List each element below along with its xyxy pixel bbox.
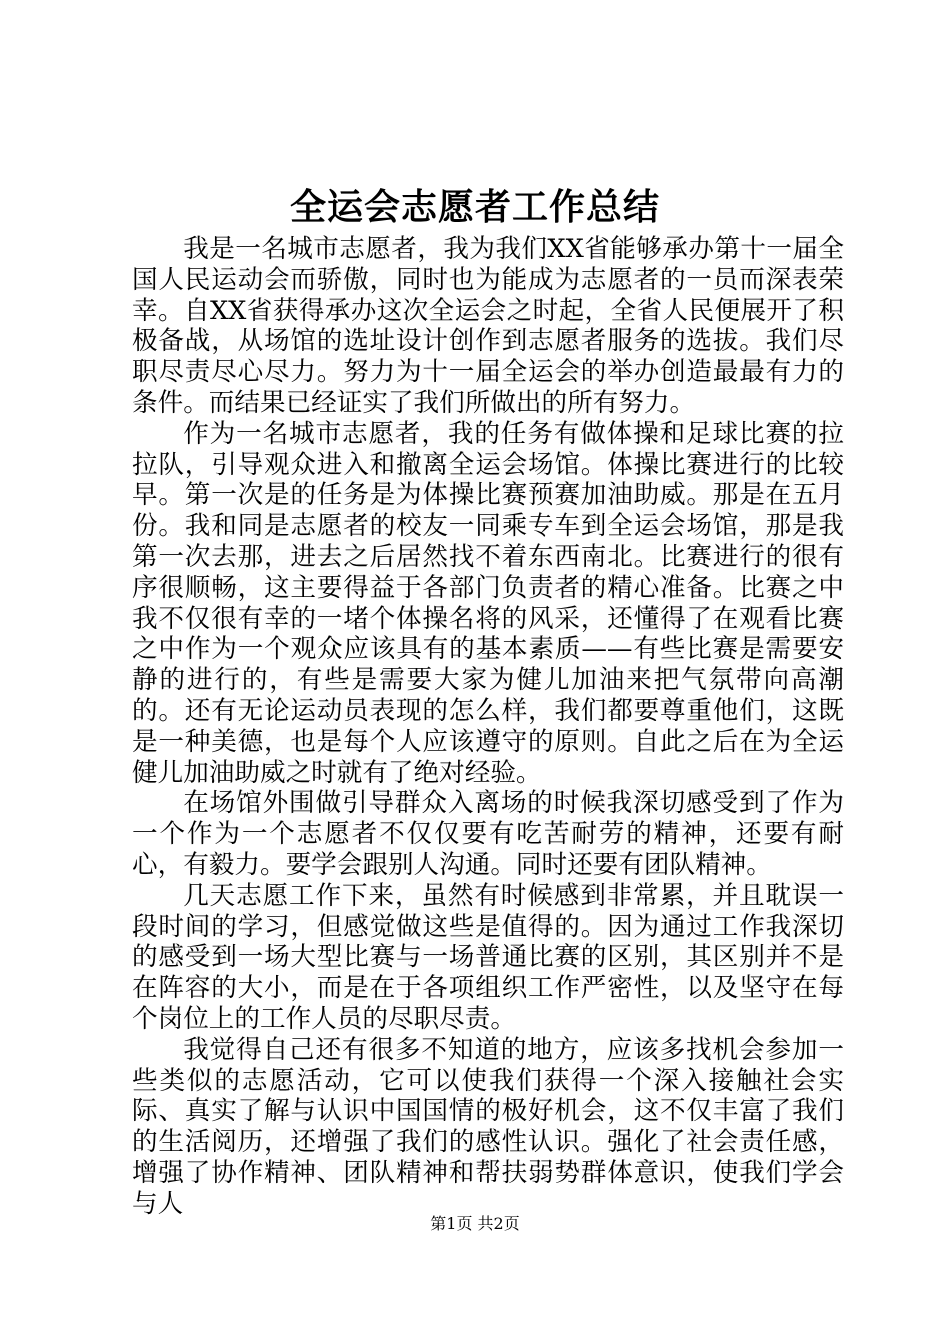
paragraph: 几天志愿工作下来，虽然有时候感到非常累，并且耽误一段时间的学习，但感觉做这些是值得的。因为通过工作我深切的感受到一场大型比赛与一场普通比赛的区别，其区别并不是在阵容的大小，而是在于各项组织工作严密性，以及坚守在每个岗位上的工作人员的尽职尽责。	[132, 880, 844, 1034]
document-title: 全运会志愿者工作总结	[289, 187, 660, 228]
page-number-footer: 第1页 共2页	[430, 1214, 520, 1233]
paragraph: 我觉得自己还有很多不知道的地方，应该多找机会参加一些类似的志愿活动，它可以使我们获得一个深入接触社会实际、真实了解与认识中国国情的极好机会，这不仅丰富了我们的生活阅历，还增强了我们的感性认识。强化了社会责任感，增强了协作精神、团队精神和帮扶弱势群体意识，使我们学会与人	[132, 1034, 844, 1219]
paragraph: 在场馆外围做引导群众入离场的时候我深切感受到了作为一个作为一个志愿者不仅仅要有吃苦耐劳的精神，还要有耐心，有毅力。要学会跟别人沟通。同时还要有团队精神。	[132, 788, 844, 880]
document-body	[132, 234, 844, 1220]
paragraph: 作为一名城市志愿者，我的任务有做体操和足球比赛的拉拉队，引导观众进入和撤离全运会场馆。体操比赛进行的比较早。第一次是的任务是为体操比赛预赛加油助威。那是在五月份。我和同是志愿者的校友一同乘专车到全运会场馆，那是我第一次去那，进去之后居然找不着东西南北。比赛进行的很有序很顺畅，这主要得益于各部门负责者的精心准备。比赛之中我不仅很有幸的一堵个体操名将的风采，还懂得了在观看比赛之中作为一个观众应该具有的基本素质——有些比赛是需要安静的进行的，有些是需要大家为健儿加油来把气氛带向高潮的。还有无论运动员表现的怎么样，我们都要尊重他们，这既是一种美德，也是每个人应该遵守的原则。自此之后在为全运健儿加油助威之时就有了绝对经验。	[132, 418, 844, 788]
paragraph: 我是一名城市志愿者，我为我们XX省能够承办第十一届全国人民运动会而骄傲，同时也为能成为志愿者的一员而深表荣幸。自XX省获得承办这次全运会之时起，全省人民便展开了积极备战，从场馆的选址设计创作到志愿者服务的选拔。我们尽职尽责尽心尽力。努力为十一届全运会的举办创造最最有力的条件。而结果已经证实了我们所做出的所有努力。	[132, 234, 844, 418]
